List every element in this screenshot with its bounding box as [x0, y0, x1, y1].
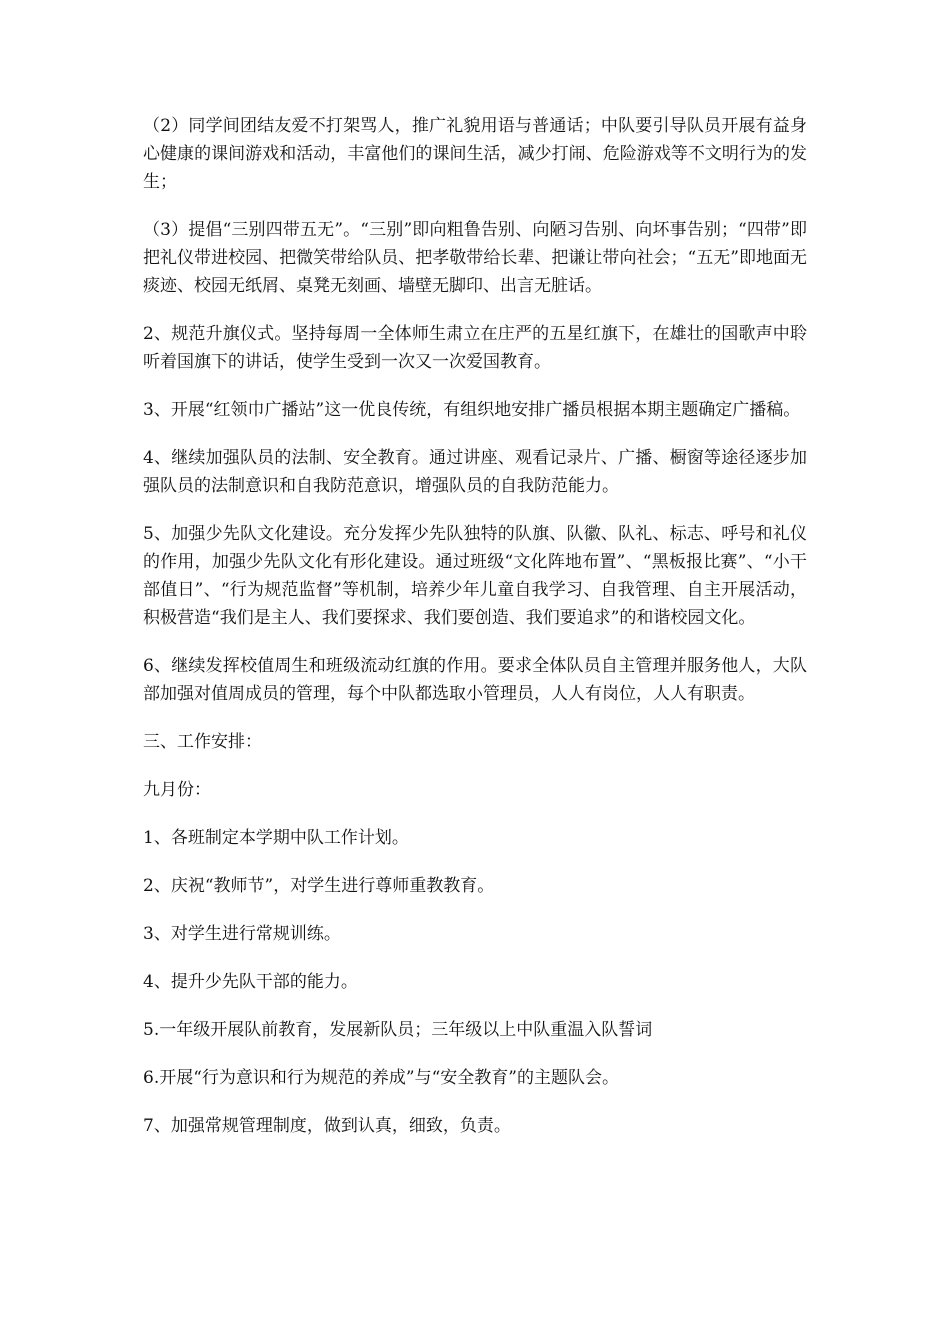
paragraph-item-1: （2）同学间团结友爱不打架骂人，推广礼貌用语与普通话；中队要引导队员开展有益身心健康的课间游戏和活动，丰富他们的课间生活，减少打闹、危险游戏等不文明行为的发生；: [143, 116, 807, 192]
paragraph-item-5: 4、继续加强队员的法制、安全教育。通过讲座、观看记录片、广播、橱窗等途径逐步加强队员的法制意识和自我防范意识，增强队员的自我防范能力。: [143, 448, 807, 496]
task-item-1: 1、各班制定本学期中队工作计划。: [143, 828, 409, 848]
paragraph-item-6: 5、加强少先队文化建设。充分发挥少先队独特的队旗、队徽、队礼、标志、呼号和礼仪的作用，加强少先队文化有形化建设。通过班级“文化阵地布置”、“黑板报比赛”、“小干部值日”、“行为规范监督”等机制，培养少年儿童自我学习、自我管理、自主开展活动，积极营造“我们是主人、我们要探求、我们要创造、我们要追求”的和谐校园文化。: [143, 524, 807, 628]
task-item-2: 2、庆祝“教师节”，对学生进行尊师重教教育。: [143, 876, 495, 896]
task-item-5: 5.一年级开展队前教育，发展新队员；三年级以上中队重温入队誓词: [143, 1020, 653, 1040]
task-item-7: 7、加强常规管理制度，做到认真，细致，负责。: [143, 1116, 511, 1136]
task-item-6: 6.开展“行为意识和行为规范的养成”与“安全教育”的主题队会。: [143, 1068, 619, 1088]
paragraph-item-7: 6、继续发挥校值周生和班级流动红旗的作用。要求全体队员自主管理并服务他人，大队部加强对值周成员的管理，每个中队都选取小管理员，人人有岗位，人人有职责。: [143, 656, 807, 704]
month-heading: 九月份：: [143, 780, 211, 800]
task-item-4: 4、提升少先队干部的能力。: [143, 972, 358, 992]
paragraph-item-4: 3、开展“红领巾广播站”这一优良传统，有组织地安排广播员根据本期主题确定广播稿。: [143, 400, 801, 420]
document-body: [143, 112, 807, 1160]
task-item-3: 3、对学生进行常规训练。: [143, 924, 341, 944]
paragraph-item-3: 2、规范升旗仪式。坚持每周一全体师生肃立在庄严的五星红旗下，在雄壮的国歌声中聆听着国旗下的讲话，使学生受到一次又一次爱国教育。: [143, 324, 807, 372]
paragraph-item-2: （3）提倡“三别四带五无”。“三别”即向粗鲁告别、向陋习告别、向坏事告别；“四带”即把礼仪带进校园、把微笑带给队员、把孝敬带给长辈、把谦让带向社会；“五无”即地面无痰迹、校园无纸屑、桌凳无刻画、墙壁无脚印、出言无脏话。: [143, 220, 807, 296]
section-heading: 三、工作安排：: [143, 732, 262, 752]
